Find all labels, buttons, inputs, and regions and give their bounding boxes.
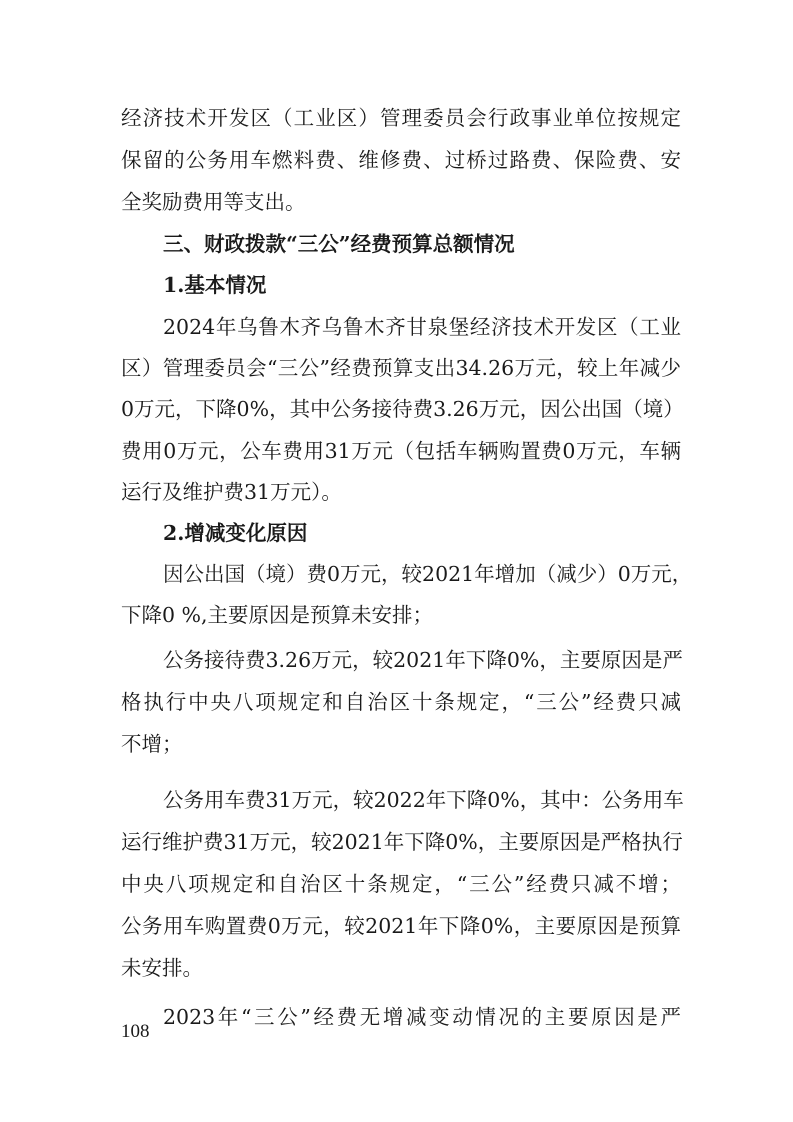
paragraph-line: 不增； bbox=[121, 732, 183, 756]
subsection-heading-changes: 2.增减变化原因 bbox=[163, 521, 308, 545]
paragraph-line: 未安排。 bbox=[121, 956, 203, 980]
paragraph-line: 运行及维护费31万元）。 bbox=[121, 480, 342, 504]
paragraph-line: 经济技术开发区（工业区）管理委员会行政事业单位按规定 bbox=[121, 106, 681, 130]
subsection-heading-basic: 1.基本情况 bbox=[163, 273, 267, 297]
paragraph-line: 中央八项规定和自治区十条规定，“三公”经费只减不增； bbox=[121, 872, 681, 896]
paragraph-line: 下降0 %,主要原因是预算未安排； bbox=[121, 603, 434, 627]
section-heading: 三、财政拨款“三公”经费预算总额情况 bbox=[163, 232, 515, 256]
paragraph-line: 全奖励费用等支出。 bbox=[121, 190, 306, 214]
paragraph-line: 0万元，下降0%，其中公务接待费3.26万元，因公出国（境） bbox=[121, 397, 684, 421]
paragraph-line: 因公出国（境）费0万元，较2021年增加（减少）0万元， bbox=[163, 562, 693, 586]
paragraph-line: 2023年“三公”经费无增减变动情况的主要原因是严 bbox=[163, 1005, 681, 1029]
page-number: 108 bbox=[121, 1021, 150, 1042]
paragraph-line: 区）管理委员会“三公”经费预算支出34.26万元，较上年减少 bbox=[121, 356, 681, 380]
paragraph-line: 运行维护费31万元，较2021年下降0%，主要原因是严格执行 bbox=[121, 830, 683, 854]
paragraph-line: 格执行中央八项规定和自治区十条规定，“三公”经费只减 bbox=[121, 690, 681, 714]
paragraph-line: 费用0万元，公车费用31万元（包括车辆购置费0万元，车辆 bbox=[121, 439, 681, 463]
paragraph-line: 保留的公务用车燃料费、维修费、过桥过路费、保险费、安 bbox=[121, 148, 681, 172]
paragraph-line: 2024年乌鲁木齐乌鲁木齐甘泉堡经济技术开发区（工业 bbox=[163, 315, 681, 339]
paragraph-line: 公务用车购置费0万元，较2021年下降0%，主要原因是预算 bbox=[121, 914, 681, 938]
paragraph-line: 公务接待费3.26万元，较2021年下降0%，主要原因是严 bbox=[163, 648, 683, 672]
paragraph-line: 公务用车费31万元，较2022年下降0%，其中：公务用车 bbox=[163, 788, 684, 812]
